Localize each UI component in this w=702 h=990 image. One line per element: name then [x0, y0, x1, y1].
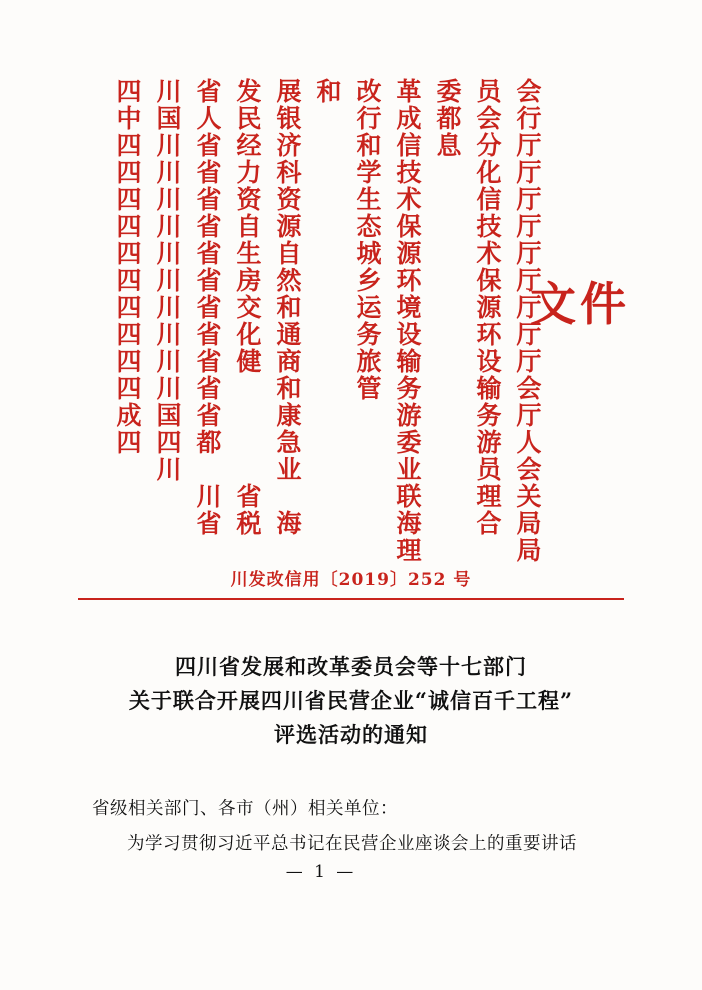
- document-title: [95, 650, 607, 752]
- document-number: 川发改信用〔2019〕252 号: [230, 570, 472, 590]
- body-recipient: 省级相关部门、各市（州）相关单位：: [92, 799, 398, 819]
- body-paragraph-1: 为学习贯彻习近平总书记在民营企业座谈会上的重要讲话: [127, 834, 577, 854]
- letterhead-character-grid: [70, 78, 542, 564]
- letterhead-column-4: 革成信技术保源环境设输务游委业联海理: [393, 78, 422, 564]
- letterhead-column-10: 川国川川川川川川川川川川国四川: [153, 78, 182, 537]
- document-body: [92, 792, 610, 862]
- title-line-3: 评选活动的通知: [274, 722, 428, 748]
- letterhead-column-1: 会行厅厅厅厅厅厅厅厅厅会厅人会关局局: [513, 78, 542, 564]
- page-number: — 1 —: [285, 862, 357, 882]
- letterhead-column-5: 改行和学生态城乡运务旅管: [353, 78, 382, 537]
- letterhead-column-9: 省人省省省省省省省省省省省都 川省: [193, 78, 222, 537]
- title-line-2: 关于联合开展四川省民营企业“诚信百千工程”: [128, 688, 574, 714]
- letterhead-column-3: 委都息: [433, 78, 462, 537]
- letterhead-column-8: 发民经力资自生房交化健 省税: [233, 78, 262, 537]
- letterhead-column-11: 四中四四四四四四四四四四成四: [113, 78, 142, 537]
- letterhead-column-7: 展银济科资源自然和通商和康急业 海: [273, 78, 302, 537]
- red-divider-rule: [78, 598, 624, 600]
- letterhead-document-word: 文件: [530, 277, 630, 331]
- title-line-1: 四川省发展和改革委员会等十七部门: [175, 654, 527, 679]
- letterhead-column-2: 员会分化信技术保源环设输务游员理合: [473, 78, 502, 537]
- letterhead-column-6: 和: [313, 78, 342, 537]
- letterhead-block: [70, 78, 630, 564]
